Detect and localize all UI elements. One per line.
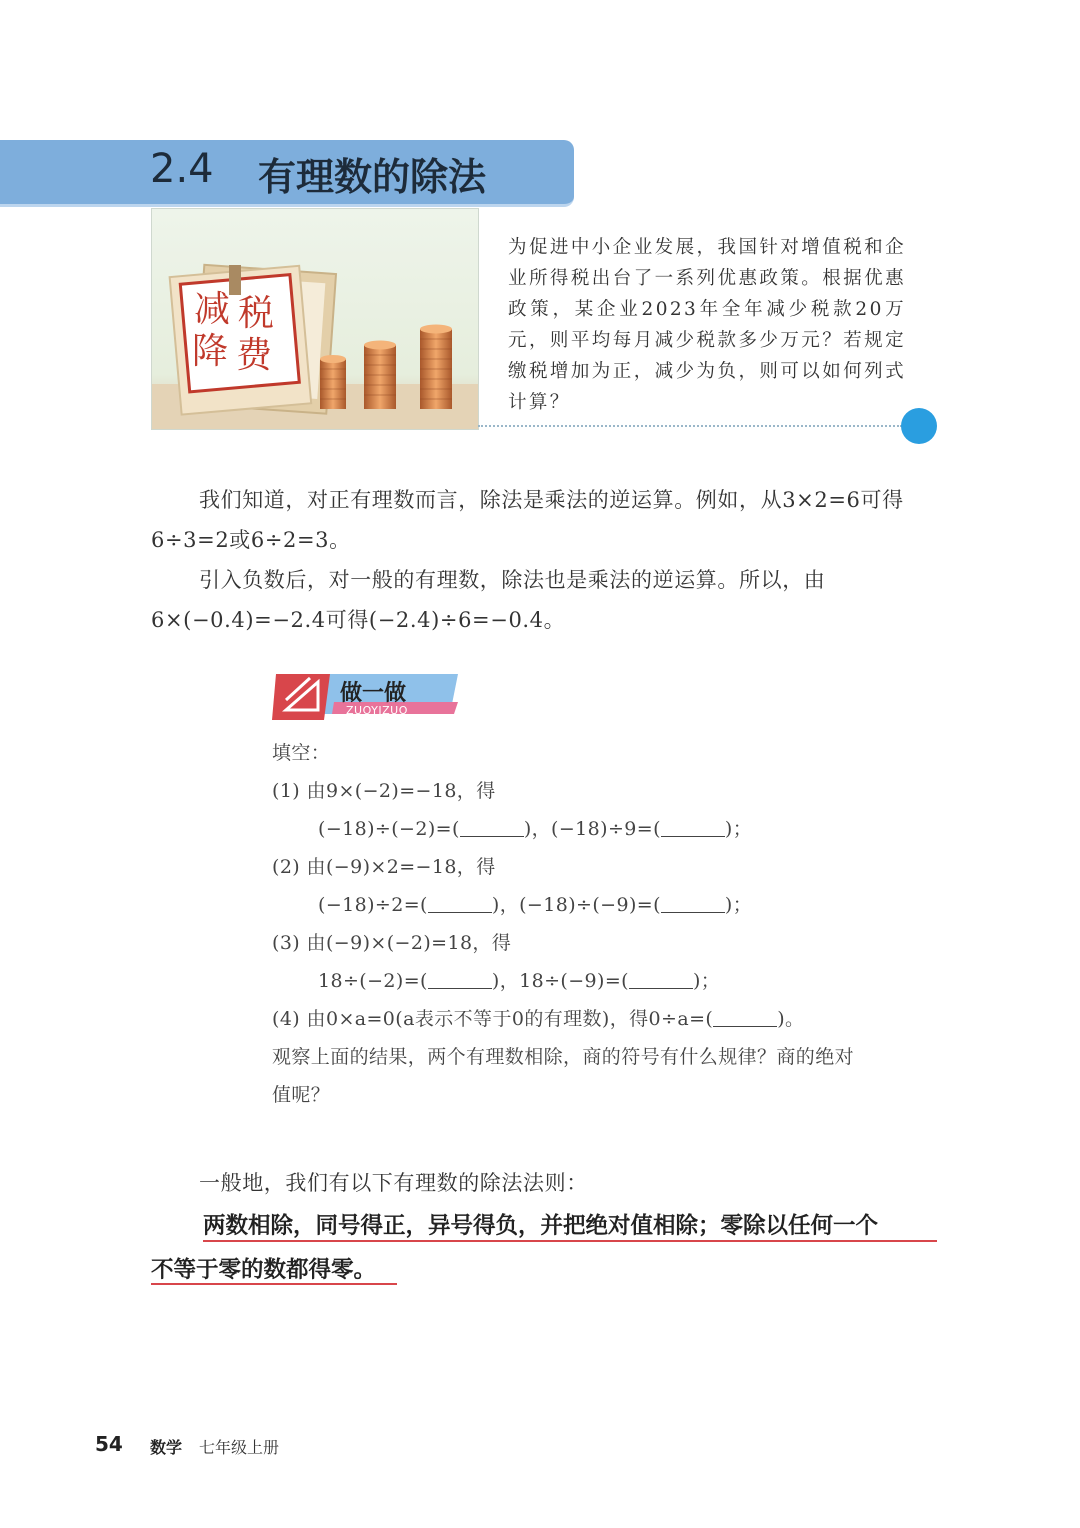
tax-cut-photo <box>151 208 479 430</box>
answer-blank[interactable] <box>460 818 524 837</box>
exercise-3-given: (3) 由(−9)×(−2)=18，得 <box>272 932 512 954</box>
observe-question-line-1: 观察上面的结果，两个有理数相除，商的符号有什么规律？商的绝对 <box>272 1046 855 1068</box>
badge-pinyin: ZUOYIZUO <box>346 704 408 717</box>
exercise-3-part-a: 18÷(−2)=( <box>318 970 428 992</box>
body-paragraph-2: 引入负数后，对一般的有理数，除法也是乘法的逆运算。所以，由6×(−0.4)=−2.4可得(−2.4)÷6=−0.4。 <box>151 568 826 632</box>
exercise-3-answers <box>318 966 720 993</box>
exercise-2-part-a: (−18)÷2=( <box>318 894 428 916</box>
sign-char-3: 降 <box>192 331 229 372</box>
exercise-2-part-b: )，(−18)÷(−9)=( <box>491 894 661 916</box>
page-number: 54 <box>95 1432 123 1456</box>
sign-char-1: 减 <box>194 289 231 330</box>
exercise-4-part-b: )。 <box>777 1008 805 1030</box>
section-title: 有理数的除法 <box>258 155 487 199</box>
exercise-2-given: (2) 由(−9)×2=−18，得 <box>272 856 496 878</box>
answer-blank[interactable] <box>428 970 492 989</box>
answer-blank[interactable] <box>661 818 725 837</box>
exercise-3-part-b: )，18÷(−9)=( <box>491 970 629 992</box>
exercise-2-answers <box>318 890 752 917</box>
clip-icon <box>229 265 241 295</box>
exercise-4 <box>272 1004 804 1031</box>
answer-blank[interactable] <box>713 1008 777 1027</box>
exercise-1-part-c: )； <box>724 818 753 840</box>
exercise-1-given: (1) 由9×(−2)=−18，得 <box>272 780 496 802</box>
coin-stack-tall <box>420 325 452 410</box>
intro-question: 为促进中小企业发展，我国针对增值税和企业所得税出台了一系列优惠政策。根据优惠政策，某企业2023年全年减少税款20万元，则平均每月减少税款多少万元？若规定缴税增加为正，减少为负，则可以如何列式计算？ <box>508 237 906 413</box>
sign-char-2: 税 <box>238 293 275 334</box>
exercise-4-part-a: (4) 由0×a=0(a表示不等于0的有理数)，得0÷a=( <box>272 1008 714 1030</box>
body-paragraph-1: 我们知道，对正有理数而言，除法是乘法的逆运算。例如，从3×2=6可得6÷3=2或6÷2=3。 <box>151 488 904 552</box>
answer-blank[interactable] <box>629 970 693 989</box>
exercise-3-part-c: )； <box>692 970 721 992</box>
sign-char-4: 费 <box>236 335 273 376</box>
coin-stack-small <box>320 355 346 409</box>
tax-cut-illustration <box>152 209 478 429</box>
observe-question-line-2: 值呢？ <box>272 1084 331 1106</box>
badge-title: 做一做 <box>340 681 407 706</box>
section-number: 2.4 <box>150 146 214 192</box>
rule-intro: 一般地，我们有以下有理数的除法法则： <box>199 1171 588 1195</box>
division-rule-line-2: 不等于零的数都得零。 <box>151 1257 377 1283</box>
exercise-1-part-a: (−18)÷(−2)=( <box>318 818 460 840</box>
exercise-1-answers <box>318 814 752 841</box>
exercise-1-part-b: )，(−18)÷9=( <box>523 818 661 840</box>
footer-subject: 数学 <box>150 1438 183 1457</box>
exercise-prompt: 填空： <box>272 742 331 764</box>
answer-blank[interactable] <box>428 894 492 913</box>
rule-underline-1 <box>203 1240 937 1242</box>
blue-dot-marker <box>901 408 937 444</box>
division-rule-line-1: 两数相除，同号得正，异号得负，并把绝对值相除；零除以任何一个 <box>203 1213 879 1239</box>
rule-underline-2 <box>151 1283 397 1285</box>
footer-grade: 七年级上册 <box>199 1438 280 1457</box>
zuoyizuo-badge <box>272 668 458 720</box>
answer-blank[interactable] <box>661 894 725 913</box>
dotted-divider <box>478 425 902 427</box>
exercise-2-part-c: )； <box>724 894 753 916</box>
